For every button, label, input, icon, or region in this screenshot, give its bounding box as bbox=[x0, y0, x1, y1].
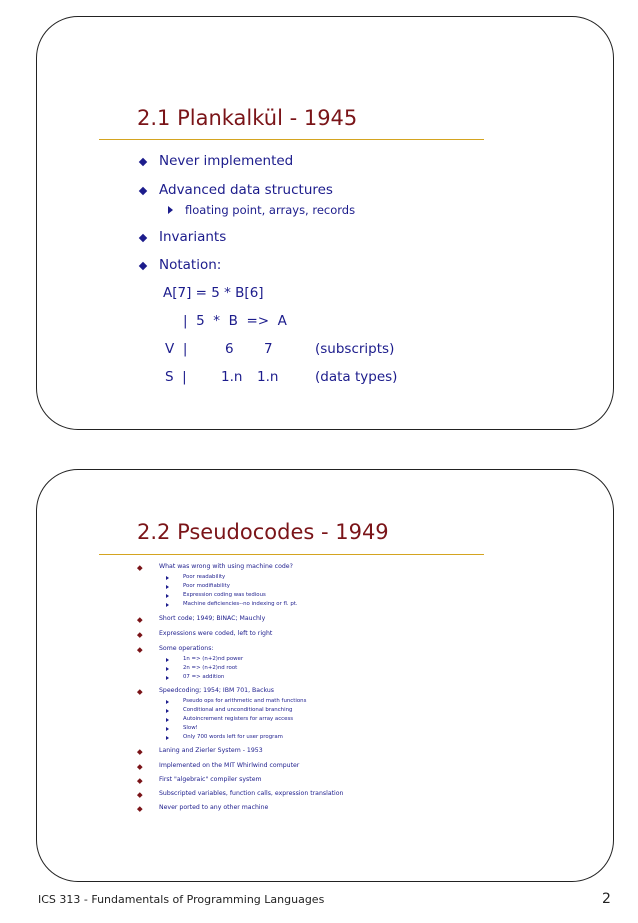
sub-bullet-text: Expression coding was tedious bbox=[183, 592, 266, 598]
diamond-bullet-icon bbox=[139, 262, 147, 270]
diamond-bullet-icon bbox=[139, 187, 147, 195]
slide-title: 2.2 Pseudocodes - 1949 bbox=[137, 520, 389, 544]
slide-2 bbox=[36, 469, 614, 882]
slide-1 bbox=[36, 16, 614, 430]
diamond-bullet-icon bbox=[139, 234, 147, 242]
diamond-bullet-icon bbox=[137, 617, 142, 622]
title-rule bbox=[99, 554, 484, 555]
sub-bullet-text: Autoincrement registers for array access bbox=[183, 716, 294, 722]
bullet-text: Implemented on the MIT Whirlwind computer bbox=[159, 762, 300, 769]
slide-title: 2.1 Plankalkül - 1945 bbox=[137, 106, 358, 130]
sub-bullet-text: Poor modifiability bbox=[183, 583, 230, 589]
notation-cell: 1.n bbox=[257, 369, 279, 385]
bullet-text: Invariants bbox=[159, 229, 227, 245]
diamond-bullet-icon bbox=[137, 792, 142, 797]
arrow-bullet-icon bbox=[166, 585, 169, 589]
diamond-bullet-icon bbox=[137, 749, 142, 754]
diamond-bullet-icon bbox=[137, 764, 142, 769]
sub-bullet-text: Poor readability bbox=[183, 574, 226, 580]
notation-cell: 6 bbox=[225, 341, 234, 357]
diamond-bullet-icon bbox=[137, 806, 142, 811]
sub-bullet-text: floating point, arrays, records bbox=[185, 203, 356, 217]
notation-cell: (data types) bbox=[315, 369, 398, 385]
arrow-bullet-icon bbox=[166, 727, 169, 731]
arrow-bullet-icon bbox=[166, 709, 169, 713]
diamond-bullet-icon bbox=[137, 565, 142, 570]
bullet-text: Expressions were coded, left to right bbox=[159, 630, 273, 637]
notation-cell: 1.n bbox=[221, 369, 243, 385]
arrow-bullet-icon bbox=[166, 594, 169, 598]
diamond-bullet-icon bbox=[137, 778, 142, 783]
bullet-text: First "algebraic" compiler system bbox=[159, 776, 262, 783]
sub-bullet-text: Pseudo ops for arithmetic and math functions bbox=[183, 698, 307, 704]
bullet-text: What was wrong with using machine code? bbox=[159, 563, 293, 570]
notation-line: A[7] = 5 * B[6] bbox=[163, 285, 264, 301]
arrow-bullet-icon bbox=[166, 576, 169, 580]
arrow-bullet-icon bbox=[166, 667, 169, 671]
arrow-bullet-icon bbox=[166, 676, 169, 680]
arrow-bullet-icon bbox=[166, 736, 169, 740]
sub-bullet-text: 1n => (n+2)nd power bbox=[183, 656, 244, 662]
sub-bullet-text: 07 => addition bbox=[183, 674, 225, 680]
page-number: 2 bbox=[602, 891, 611, 907]
notation-cell: V | bbox=[165, 341, 188, 357]
sub-bullet-text: Only 700 words left for user program bbox=[183, 734, 283, 740]
diamond-bullet-icon bbox=[137, 647, 142, 652]
bullet-text: Laning and Zierler System - 1953 bbox=[159, 747, 263, 754]
diamond-bullet-icon bbox=[137, 689, 142, 694]
notation-line: | 5 * B => A bbox=[183, 313, 287, 329]
bullet-text: Never implemented bbox=[159, 153, 294, 169]
sub-bullet-text: Conditional and unconditional branching bbox=[183, 707, 293, 713]
sub-bullet-text: Machine deficiencies--no indexing or fl. pt. bbox=[183, 601, 298, 607]
arrow-bullet-icon bbox=[166, 700, 169, 704]
notation-cell: 7 bbox=[264, 341, 273, 357]
bullet-text: Never ported to any other machine bbox=[159, 804, 269, 811]
arrow-bullet-icon bbox=[168, 206, 173, 214]
bullet-text: Speedcoding; 1954; IBM 701, Backus bbox=[159, 687, 275, 694]
sub-bullet-text: Slow! bbox=[183, 725, 198, 731]
bullet-text: Notation: bbox=[159, 257, 222, 273]
diamond-bullet-icon bbox=[139, 158, 147, 166]
diamond-bullet-icon bbox=[137, 632, 142, 637]
bullet-text: Advanced data structures bbox=[159, 182, 333, 198]
sub-bullet-text: 2n => (n+2)nd root bbox=[183, 665, 238, 671]
notation-cell: (subscripts) bbox=[315, 341, 395, 357]
bullet-text: Subscripted variables, function calls, expression translation bbox=[159, 790, 344, 797]
arrow-bullet-icon bbox=[166, 718, 169, 722]
title-rule bbox=[99, 139, 484, 140]
bullet-text: Some operations: bbox=[159, 645, 214, 652]
notation-cell: S | bbox=[165, 369, 187, 385]
arrow-bullet-icon bbox=[166, 658, 169, 662]
footer-course-title: ICS 313 - Fundamentals of Programming Languages bbox=[38, 893, 325, 906]
arrow-bullet-icon bbox=[166, 603, 169, 607]
bullet-text: Short code; 1949; BINAC; Mauchly bbox=[159, 615, 266, 622]
